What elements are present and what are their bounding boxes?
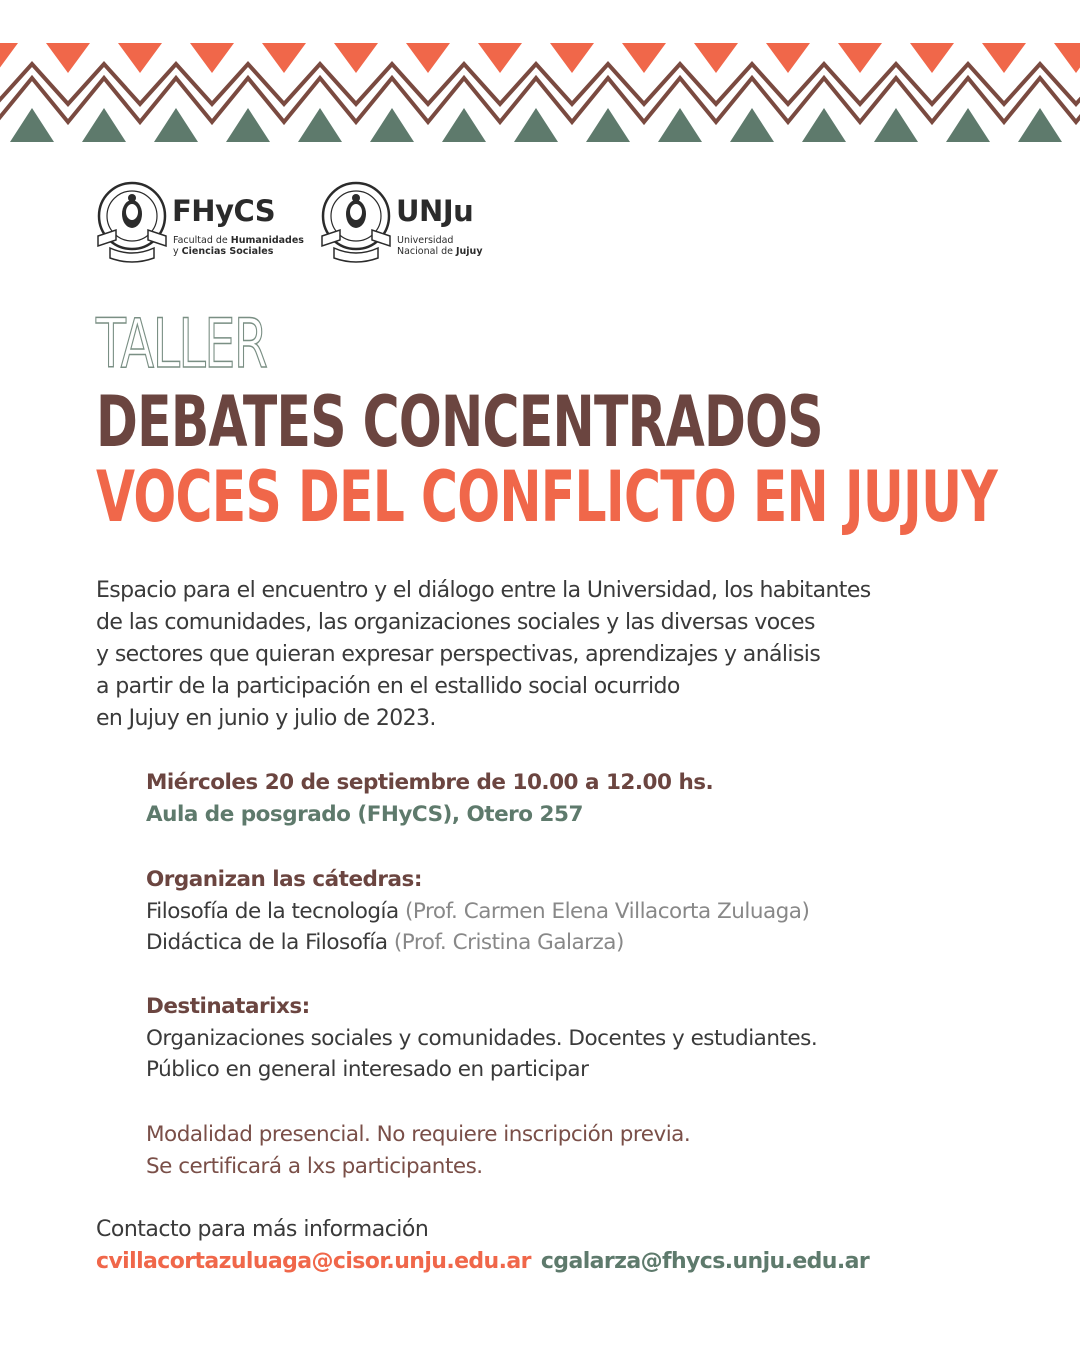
orange-triangle: [0, 43, 18, 73]
green-triangle: [802, 108, 846, 142]
pattern-bottom-triangles: [10, 108, 1080, 142]
green-triangle: [658, 108, 702, 142]
event-date: Miércoles 20 de septiembre de 10.00 a 12.00 hs.: [146, 770, 714, 795]
title-kicker: TALLER: [96, 305, 267, 384]
orange-triangle: [910, 43, 954, 73]
orange-triangle: [982, 43, 1026, 73]
university-seal-icon: [96, 178, 168, 266]
audience-line: Público en general interesado en participar: [146, 1057, 589, 1082]
orange-triangle: [622, 43, 666, 73]
fhycs-fullname: Facultad de Humanidades y Ciencias Sociales: [173, 235, 304, 257]
email-link-villacorta[interactable]: cvillacortazuluaga@cisor.unju.edu.ar: [96, 1249, 531, 1274]
orange-triangle: [190, 43, 234, 73]
title-line-2: VOCES DEL CONFLICTO EN JUJUY: [96, 456, 998, 538]
description-line: en Jujuy en junio y julio de 2023.: [96, 706, 436, 731]
green-triangle: [730, 108, 774, 142]
email-link-galarza[interactable]: cgalarza@fhycs.unju.edu.ar: [540, 1249, 870, 1274]
green-triangle: [514, 108, 558, 142]
unju-logo: [320, 178, 510, 270]
organizer-subject: Didáctica de la Filosofía: [146, 930, 388, 955]
organizer-item: [146, 896, 809, 927]
contact-label: Contacto para más información: [96, 1217, 429, 1242]
audience-heading: Destinatarixs:: [146, 994, 310, 1019]
unju-fullname: Universidad Nacional de Jujuy: [397, 235, 483, 257]
orange-triangle: [478, 43, 522, 73]
orange-triangle: [46, 43, 90, 73]
audience-line: Organizaciones sociales y comunidades. Docentes y estudiantes.: [146, 1026, 818, 1051]
green-triangle: [10, 108, 54, 142]
orange-triangle: [334, 43, 378, 73]
description-line: a partir de la participación en el estallido social ocurrido: [96, 674, 680, 699]
green-triangle: [874, 108, 918, 142]
green-triangle: [1018, 108, 1062, 142]
orange-triangle: [1054, 43, 1080, 73]
contact-emails: [96, 1246, 869, 1278]
organizer-professor: (Prof. Cristina Galarza): [393, 930, 624, 955]
orange-triangle: [838, 43, 882, 73]
modality-line: Modalidad presencial. No requiere inscripción previa.: [146, 1122, 691, 1147]
orange-triangle: [118, 43, 162, 73]
logo-group: [96, 178, 516, 270]
orange-triangle: [262, 43, 306, 73]
organizer-item: [146, 927, 624, 958]
orange-triangle: [406, 43, 450, 73]
orange-triangle: [766, 43, 810, 73]
event-place: Aula de posgrado (FHyCS), Otero 257: [146, 802, 583, 827]
decorative-pattern-band: [0, 0, 1080, 145]
orange-triangle: [694, 43, 738, 73]
green-triangle: [154, 108, 198, 142]
green-triangle: [370, 108, 414, 142]
title-line-1: DEBATES CONCENTRADOS: [96, 381, 823, 463]
organizer-subject: Filosofía de la tecnología: [146, 899, 399, 924]
organizer-professor: (Prof. Carmen Elena Villacorta Zuluaga): [405, 899, 810, 924]
organizers-heading: Organizan las cátedras:: [146, 867, 422, 892]
green-triangle: [82, 108, 126, 142]
description-line: de las comunidades, las organizaciones sociales y las diversas voces: [96, 610, 815, 635]
description-line: y sectores que quieran expresar perspectivas, aprendizajes y análisis: [96, 642, 821, 667]
fhycs-logo: [96, 178, 304, 270]
green-triangle: [946, 108, 990, 142]
description-line: Espacio para el encuentro y el diálogo entre la Universidad, los habitantes: [96, 578, 871, 603]
pattern-zigzag-lines: [0, 64, 1080, 122]
unju-acronym: UNJu: [396, 194, 474, 228]
green-triangle: [298, 108, 342, 142]
certification-line: Se certificará a lxs participantes.: [146, 1154, 483, 1179]
green-triangle: [586, 108, 630, 142]
green-triangle: [442, 108, 486, 142]
university-seal-icon: [320, 178, 392, 266]
fhycs-acronym: FHyCS: [172, 194, 276, 228]
green-triangle: [226, 108, 270, 142]
description: [96, 575, 871, 735]
orange-triangle: [550, 43, 594, 73]
